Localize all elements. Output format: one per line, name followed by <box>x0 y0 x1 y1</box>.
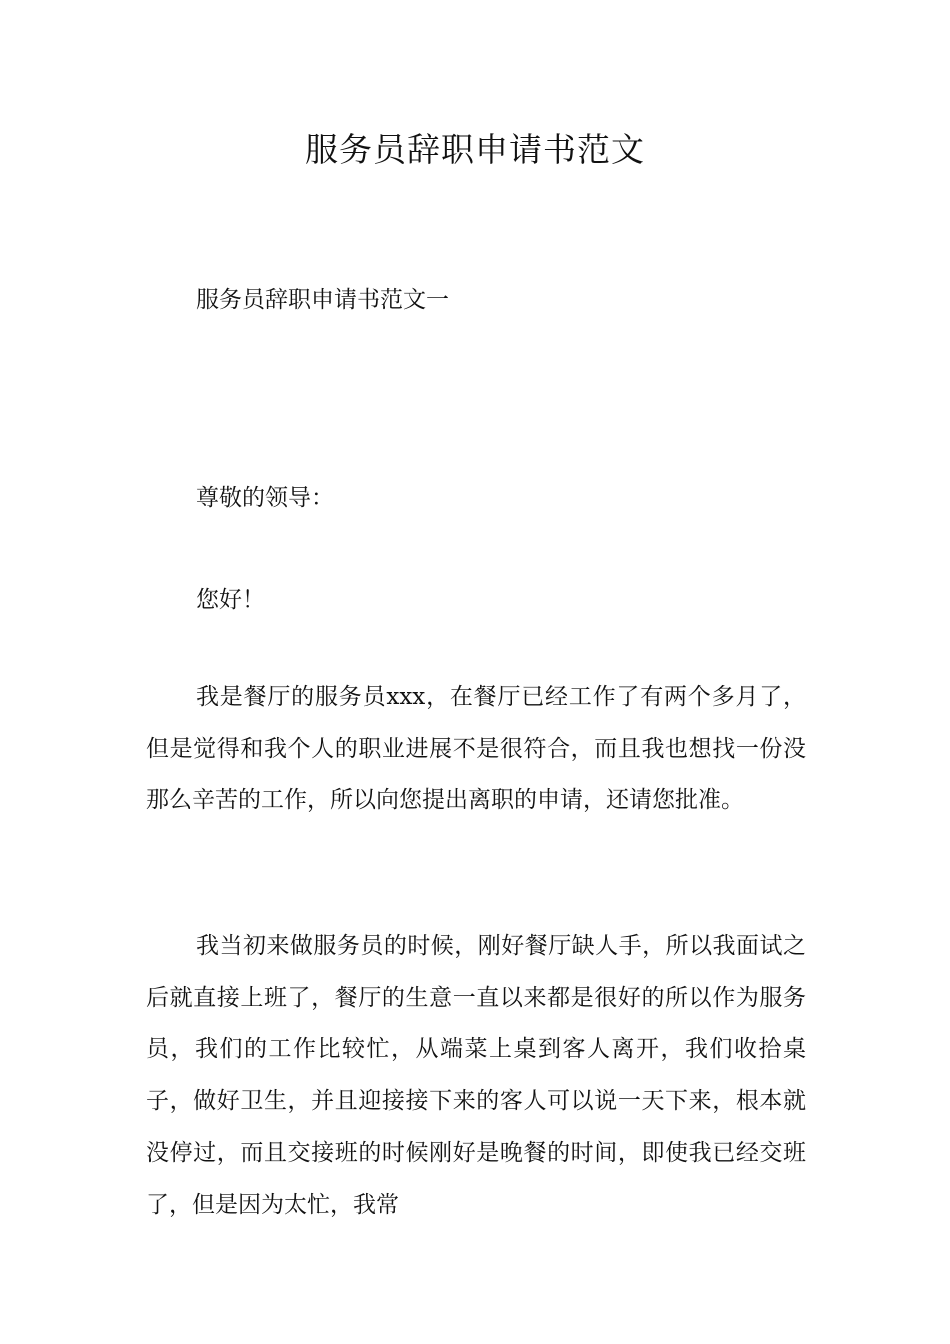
greeting: 您好！ <box>196 587 265 613</box>
salutation: 尊敬的领导： <box>196 485 334 511</box>
paragraph-1: 我是餐厅的服务员xxx，在餐厅已经工作了有两个多月了，但是觉得和我个人的职业进展不是很符合，而且我也想找一份没那么辛苦的工作，所以向您提出离职的申请，还请您批准。 <box>146 684 806 814</box>
document-subtitle: 服务员辞职申请书范文一 <box>196 287 449 313</box>
document-title: 服务员辞职申请书范文 <box>305 130 645 169</box>
paragraph-2: 我当初来做服务员的时候，刚好餐厅缺人手，所以我面试之后就直接上班了，餐厅的生意一直以来都是很好的所以作为服务员，我们的工作比较忙，从端菜上桌到客人离开，我们收拾桌子，做好卫生，并且迎接接下来的客人可以说一天下来，根本就没停过，而且交接班的时候刚好是晚餐的时间，即使我已经交班了，但是因为太忙，我常 <box>146 933 806 1218</box>
